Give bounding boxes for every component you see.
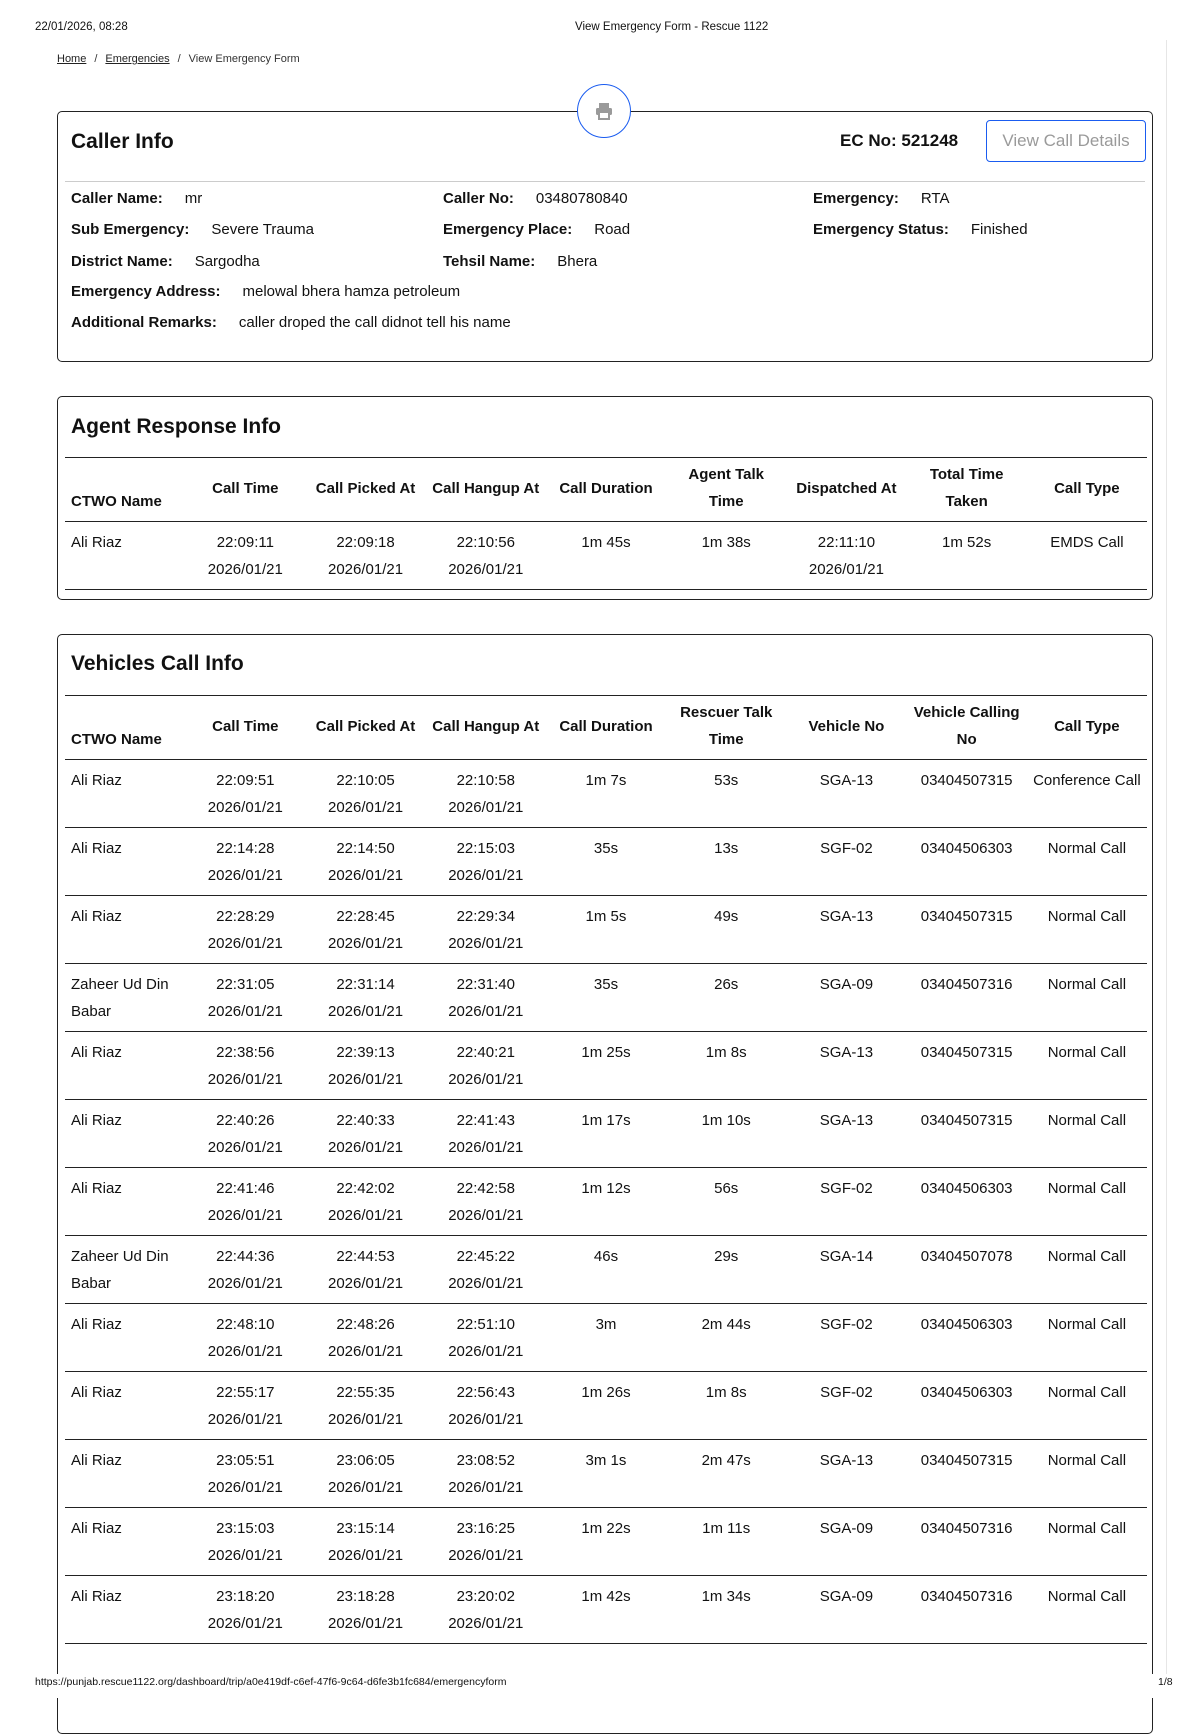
table-row [65,1168,1147,1236]
table-cell: 22:42:02 2026/01/21 [328,1180,404,1224]
table-cell: Ali Riaz [71,1180,122,1197]
column-header: Rescuer Talk Time [680,704,773,748]
table-row [65,1440,1147,1508]
table-row [65,1304,1147,1372]
table-cell: Normal Call [1047,1384,1127,1401]
table-cell: 1m 25s [581,1044,631,1061]
table-cell: 23:15:14 2026/01/21 [328,1520,404,1564]
table-cell: 56s [714,1180,739,1197]
column-header: Vehicle Calling No [913,704,1020,748]
caller-field [443,253,597,270]
table-cell: 03404506303 [920,1316,1013,1333]
printer-icon [594,101,614,121]
table-row [65,896,1147,964]
caller-field [813,190,950,207]
table-cell: SGF-02 [820,840,873,857]
table-cell: 1m 7s [585,772,627,789]
table-cell: 22:42:58 2026/01/21 [448,1180,524,1224]
table-cell: Ali Riaz [71,1520,122,1537]
table-row [65,1576,1147,1644]
table-cell: 22:38:56 2026/01/21 [207,1044,283,1088]
table-cell: 22:28:45 2026/01/21 [328,908,404,952]
table-cell: 03404507316 [920,1588,1013,1605]
table-cell: 23:05:51 2026/01/21 [207,1452,283,1496]
table-cell: 3m [595,1316,617,1333]
table-cell: 03404506303 [920,1180,1013,1197]
table-cell: 22:09:18 2026/01/21 [328,534,404,578]
column-header: Call Duration [559,479,653,497]
table-cell: 22:39:13 2026/01/21 [328,1044,404,1088]
table-cell: Ali Riaz [71,840,122,857]
field-value: Finished [970,221,1028,238]
table-cell: Normal Call [1047,908,1127,925]
table-row [65,1372,1147,1440]
table-cell: 22:41:46 2026/01/21 [207,1180,283,1224]
table-cell: 1m 52s [942,534,992,551]
table-cell: 23:08:52 2026/01/21 [448,1452,524,1496]
table-cell: 03404506303 [920,840,1013,857]
column-header: Call Picked At [315,717,416,735]
caller-field [71,190,202,207]
field-label: Tehsil Name: [443,253,536,270]
caller-field [71,221,314,238]
table-cell: 1m 38s [701,534,751,551]
table-cell: 49s [714,908,739,925]
column-header: Call Picked At [315,479,416,497]
column-header: CTWO Name [71,731,162,748]
table-cell: Ali Riaz [71,534,122,551]
column-header: Call Time [212,717,279,735]
table-cell: SGA-14 [819,1248,874,1265]
table-cell: SGA-13 [819,908,874,925]
table-cell: 1m 45s [581,534,631,551]
table-cell: 22:48:26 2026/01/21 [328,1316,404,1360]
ec-number: EC No: 521248 [840,131,959,150]
field-value: 03480780840 [535,190,628,207]
table-cell: 13s [714,840,739,857]
column-header: Agent Talk Time [688,466,764,510]
table-cell: 1m 8s [705,1384,747,1401]
table-cell: 03404507315 [920,1044,1013,1061]
column-header: Vehicle No [808,717,885,735]
caller-info-title: Caller Info [71,130,174,153]
field-value: Severe Trauma [211,221,314,238]
table-cell: Ali Riaz [71,1316,122,1333]
field-value: melowal bhera hamza petroleum [242,283,461,300]
table-cell: Normal Call [1047,840,1127,857]
field-label: Caller No: [443,190,514,207]
table-cell: 03404507078 [920,1248,1013,1265]
table-cell: 03404507315 [920,1112,1013,1129]
table-cell: 1m 11s [702,1520,751,1537]
table-cell: 22:51:10 2026/01/21 [448,1316,524,1360]
table-row [65,964,1147,1032]
table-cell: 22:09:51 2026/01/21 [207,772,283,816]
caller-field [443,221,630,238]
table-cell: 22:14:28 2026/01/21 [207,840,283,884]
column-header: Call Type [1054,717,1120,735]
table-cell: 22:15:03 2026/01/21 [448,840,524,884]
table-cell: 26s [714,976,739,993]
table-cell: Zaheer Ud Din Babar [71,976,169,1020]
vehicles-call-card [57,634,1153,1734]
print-datetime: 22/01/2026, 08:28 [35,21,128,33]
table-cell: 23:20:02 2026/01/21 [448,1588,524,1632]
table-cell: 1m 5s [585,908,627,925]
table-cell: EMDS Call [1050,534,1124,551]
table-cell: Normal Call [1047,1044,1127,1061]
field-value: Road [594,221,631,238]
table-cell: 03404507315 [920,908,1013,925]
divider [65,181,1145,182]
column-header: Total Time Taken [929,466,1004,510]
table-cell: SGF-02 [820,1384,873,1401]
table-row [65,828,1147,896]
table-cell: 22:55:35 2026/01/21 [328,1384,404,1428]
breadcrumb-sep: / [177,53,181,65]
breadcrumb-emergencies[interactable]: Emergencies [105,53,170,65]
table-cell: 1m 10s [701,1112,751,1129]
table-cell: Normal Call [1047,1112,1127,1129]
table-cell: 1m 22s [581,1520,631,1537]
table-cell: 1m 34s [701,1588,751,1605]
table-cell: 22:48:10 2026/01/21 [207,1316,283,1360]
field-value: mr [184,190,203,207]
table-cell: 22:40:33 2026/01/21 [328,1112,404,1156]
table-cell: 22:45:22 2026/01/21 [448,1248,524,1292]
breadcrumb-current: View Emergency Form [188,53,300,65]
table-cell: Normal Call [1047,1248,1127,1265]
table-row [65,760,1147,828]
vehicles-call-table [65,695,1147,1644]
header-row [65,696,1147,760]
table-cell: SGA-13 [819,772,874,789]
caller-field [443,190,628,207]
field-value: RTA [920,190,950,207]
print-title: View Emergency Form - Rescue 1122 [575,21,769,33]
field-label: Emergency Place: [443,221,573,238]
table-cell: 22:40:21 2026/01/21 [448,1044,524,1088]
table-cell: Ali Riaz [71,1044,122,1061]
table-cell: SGF-02 [820,1180,873,1197]
column-header: Call Type [1054,479,1120,497]
caller-field [71,253,260,270]
field-label: Emergency Address: [71,283,221,300]
breadcrumb-sep: / [94,53,98,65]
print-page: 1/8 [1158,1676,1173,1688]
table-cell: 23:06:05 2026/01/21 [328,1452,404,1496]
field-label: Sub Emergency: [71,221,190,238]
table-cell: 22:10:58 2026/01/21 [448,772,524,816]
table-cell: Ali Riaz [71,772,122,789]
table-cell: Ali Riaz [71,908,122,925]
table-cell: 22:10:05 2026/01/21 [328,772,404,816]
column-header: Call Hangup At [432,717,540,735]
table-cell: SGA-09 [819,976,874,993]
table-cell: 3m 1s [585,1452,627,1469]
table-cell: 29s [714,1248,739,1265]
column-header: CTWO Name [71,493,162,510]
table-cell: Ali Riaz [71,1452,122,1469]
table-cell: 1m 42s [581,1588,631,1605]
table-cell: 35s [593,840,619,857]
table-cell: 03404507315 [920,1452,1013,1469]
table-cell: 22:14:50 2026/01/21 [328,840,404,884]
table-cell: Normal Call [1047,1180,1127,1197]
table-cell: 23:18:20 2026/01/21 [207,1588,283,1632]
field-value: Bhera [557,253,598,270]
table-cell: 22:56:43 2026/01/21 [448,1384,524,1428]
view-call-details-button[interactable]: View Call Details [986,120,1146,162]
table-cell: Normal Call [1047,1316,1127,1333]
table-cell: SGA-09 [819,1588,874,1605]
table-cell: 23:16:25 2026/01/21 [448,1520,524,1564]
field-label: District Name: [71,253,173,270]
table-cell: 23:15:03 2026/01/21 [207,1520,283,1564]
breadcrumb [57,53,300,65]
field-label: Additional Remarks: [71,314,217,331]
table-cell: 03404506303 [920,1384,1013,1401]
caller-info-card [57,111,1153,362]
table-cell: 22:31:40 2026/01/21 [448,976,524,1020]
column-header: Call Duration [559,717,653,735]
table-cell: Ali Riaz [71,1384,122,1401]
column-header: Dispatched At [796,479,897,497]
agent-response-card [57,396,1153,600]
table-cell: 03404507316 [920,976,1013,993]
table-cell: SGA-13 [819,1452,874,1469]
table-cell: 22:31:05 2026/01/21 [207,976,283,1020]
table-cell: Normal Call [1047,1588,1127,1605]
table-cell: 23:18:28 2026/01/21 [328,1588,404,1632]
table-cell: 22:44:36 2026/01/21 [207,1248,283,1292]
table-cell: 46s [593,1248,619,1265]
table-cell: 22:28:29 2026/01/21 [207,908,283,952]
table-cell: Ali Riaz [71,1588,122,1605]
caller-field [71,283,460,300]
table-cell: 03404507316 [920,1520,1013,1537]
table-cell: 1m 12s [581,1180,631,1197]
column-header: Call Time [212,479,279,497]
table-cell: 22:09:11 2026/01/21 [207,534,283,578]
breadcrumb-home[interactable]: Home [57,53,87,65]
caller-field [71,314,511,331]
table-cell: 1m 8s [705,1044,747,1061]
table-cell: 22:11:10 2026/01/21 [808,534,884,578]
table-cell: 22:29:34 2026/01/21 [448,908,524,952]
table-cell: 35s [593,976,619,993]
table-cell: Conference Call [1033,772,1141,789]
caller-field [813,221,1028,238]
agent-response-title: Agent Response Info [71,415,282,438]
vehicles-call-title: Vehicles Call Info [71,652,244,675]
table-cell: 22:55:17 2026/01/21 [207,1384,283,1428]
table-cell: 22:10:56 2026/01/21 [448,534,524,578]
header-row [65,458,1147,522]
column-header: Call Hangup At [432,479,540,497]
field-value: Sargodha [194,253,260,270]
print-button[interactable] [577,84,631,138]
table-cell: SGA-13 [819,1112,874,1129]
agent-response-table [65,457,1147,590]
table-cell: SGF-02 [820,1316,873,1333]
table-row [65,1236,1147,1304]
table-cell: 1m 17s [581,1112,631,1129]
table-row [65,1032,1147,1100]
field-label: Caller Name: [71,190,163,207]
table-cell: 53s [714,772,739,789]
table-cell: 03404507315 [920,772,1013,789]
table-cell: Normal Call [1047,976,1127,993]
print-url: https://punjab.rescue1122.org/dashboard/trip/a0e419df-c6ef-47f6-9c64-d6fe3b1fc684/emergencyform [35,1676,507,1688]
table-cell: SGA-13 [819,1044,874,1061]
table-cell: 22:40:26 2026/01/21 [207,1112,283,1156]
table-cell: 2m 44s [701,1316,751,1333]
table-row [65,1100,1147,1168]
table-cell: SGA-09 [819,1520,874,1537]
table-cell: Normal Call [1047,1520,1127,1537]
field-label: Emergency Status: [813,221,949,238]
table-cell: Zaheer Ud Din Babar [71,1248,169,1292]
table-row [65,1508,1147,1576]
table-cell: 22:41:43 2026/01/21 [448,1112,524,1156]
field-value: caller droped the call didnot tell his name [238,314,511,331]
field-label: Emergency: [813,190,899,207]
table-cell: 22:31:14 2026/01/21 [328,976,404,1020]
page-edge [1166,40,1167,1678]
table-row [65,522,1147,590]
table-cell: 1m 26s [581,1384,631,1401]
table-cell: 2m 47s [701,1452,751,1469]
table-cell: Normal Call [1047,1452,1127,1469]
table-cell: Ali Riaz [71,1112,122,1129]
table-cell: 22:44:53 2026/01/21 [328,1248,404,1292]
